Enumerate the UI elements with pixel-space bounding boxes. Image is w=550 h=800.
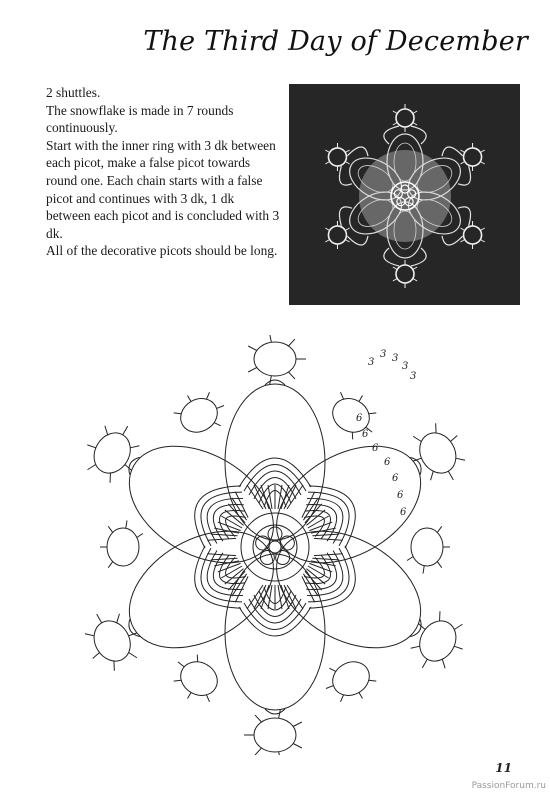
stitch-count-label: 6 [384,457,391,468]
long-picot [454,622,462,632]
long-picot [217,404,224,409]
photo-picot [480,240,484,243]
long-picot [411,643,420,652]
long-picot [248,368,257,373]
petal-outline [256,422,441,587]
side-ring-group [170,382,232,443]
stitch-count-label: 6 [397,490,404,501]
chain-connector [125,619,139,639]
side-ring [175,392,224,439]
long-picot [454,645,463,651]
photo-picot [393,111,397,114]
long-picot [439,659,448,668]
snowflake-arm [65,507,294,697]
petal-stitch [314,542,343,568]
photo-chain [411,248,426,266]
petal-stitch [314,526,343,552]
long-picot [293,744,302,749]
long-picot [407,557,413,561]
stitch-count-label: 3 [392,353,399,364]
long-picot [359,395,363,401]
long-picot [106,473,114,483]
stitch-count-label: 6 [356,413,363,424]
long-picot [248,346,257,351]
photo-chain [439,227,462,249]
long-picot [456,455,465,464]
photo-picot [413,123,417,126]
long-picot [123,426,128,435]
long-picot [188,395,192,401]
long-picot [85,630,94,639]
side-ring-group [100,520,143,567]
long-picot [255,715,261,722]
petal-outline [109,507,294,672]
instructions-text [46,84,282,260]
instruction-line-picots: All of the decorative picots should be long. [46,243,278,259]
photo-picot [345,162,349,165]
outer-ring [413,614,463,667]
long-picot [270,335,272,342]
outer-ring [254,342,296,376]
long-picot [279,709,281,718]
long-picot [102,426,111,435]
long-picot [450,436,459,442]
long-picot [108,526,112,532]
photo-picot [470,244,474,249]
photo-picot [413,267,417,270]
stitch-count-label: 6 [392,473,399,484]
photo-picot [335,221,339,226]
long-picot [194,655,200,662]
petal-stitch [247,485,263,509]
snowflake-arm [256,507,485,697]
petal-stitch [287,585,303,609]
long-picot [288,339,294,346]
stitch-count-label: 6 [362,429,369,440]
petal-arc [180,546,241,623]
long-picot [188,692,192,698]
petal-arc [180,471,241,548]
long-picot [369,410,377,417]
long-picot [349,432,355,439]
stitch-count-label: 6 [372,443,379,454]
photo-picot [325,240,329,243]
photo-center-glow [359,150,451,242]
long-picot [97,614,102,623]
photo-picot [393,279,397,282]
petal-stitch [207,526,236,552]
long-picot [129,650,137,660]
long-picot [448,471,453,480]
long-picot [338,695,346,702]
stitch-count-label: 3 [402,361,409,372]
petal-arc [309,546,370,623]
photo-chain [384,248,399,266]
instruction-line-rounds: The snowflake is made in 7 rounds continuously. [46,102,234,136]
long-picot [137,534,143,538]
photo-picot [345,228,349,231]
photo-picot [470,166,474,171]
petal-stitch [287,485,303,509]
petal-stitch [207,542,236,568]
photo-outer-ring [460,223,485,248]
center-ring-outer [241,513,309,581]
photo-picot [393,123,397,126]
long-picot [437,562,441,568]
long-picot [338,392,346,399]
long-picot [293,722,302,727]
photo-picot [335,143,339,148]
long-picot [114,614,123,623]
outer-ring [413,426,463,479]
photo-chain [411,126,426,144]
long-picot [413,434,421,444]
tatting-diagram [0,335,550,759]
photo-picot [460,228,464,231]
snowflake-arm [256,397,485,587]
long-picot [126,520,127,528]
petal-arc [309,471,370,548]
photo-outer-ring [325,145,350,170]
side-ring-group [407,526,450,573]
long-picot [174,677,182,684]
side-ring [175,655,224,702]
long-picot [427,471,436,480]
photo-picot [325,150,329,153]
long-picot [270,376,272,385]
snowflake-arm [65,397,294,587]
petal-outline [109,422,294,587]
photo-picot [413,279,417,282]
side-ring-group [323,385,385,446]
long-picot [177,662,184,667]
long-picot [87,443,96,449]
photo-picot [413,111,417,114]
snowflake-photo [289,84,520,305]
long-picot [423,566,424,574]
side-ring [107,528,139,566]
long-picot [88,462,96,472]
snowflake-photo-art [289,84,520,305]
chain-connector [410,455,424,475]
long-picot [417,624,426,630]
photo-picot [335,166,339,171]
chain-connector [125,455,139,475]
photo-chain [439,143,462,165]
long-picot [326,685,333,690]
instruction-line-method: Start with the inner ring with 3 dk between each picot, make a false picot towards round one. Each chain starts with a false picot and continues with 3 dk, 1 dk between each picot and is concluded with 3 dk. [46,137,280,241]
long-picot [255,748,261,755]
photo-outer-ring [460,145,485,170]
page-title: The Third Day of December [143,26,528,57]
photo-picot [470,143,474,148]
photo-outer-ring [325,223,350,248]
page-number: 11 [495,761,512,775]
center-ring-inner [269,541,281,553]
long-picot [110,661,118,671]
long-picot [436,611,444,621]
long-picot [279,752,281,755]
stitch-count-label: 3 [410,371,417,382]
long-picot [422,659,427,668]
instruction-line-shuttles: 2 shuttles. [46,85,101,100]
long-picot [174,410,182,417]
long-picot [130,442,139,451]
photo-chain [347,143,370,165]
photo-chain [347,227,370,249]
watermark: PassionForum.ru [471,781,546,791]
photo-picot [480,150,484,153]
long-picot [359,692,363,698]
photo-outer-ring [396,109,414,127]
snowflake-arm [225,335,325,540]
long-picot [432,423,440,433]
long-picot [204,695,212,702]
photo-picot [393,267,397,270]
photo-picot [470,221,474,226]
center-ring-middle [253,525,297,569]
side-ring-group [164,648,226,709]
tatting-diagram-art [0,335,550,755]
long-picot [288,372,294,379]
side-ring-group [318,651,380,712]
long-picot [369,677,377,684]
long-picot [124,465,133,471]
long-picot [204,392,212,399]
outer-ring [87,614,137,667]
chain-connector [410,619,424,639]
stitch-count-label: 6 [400,507,407,518]
petal-outline [256,507,441,672]
center-small-ring [268,527,282,541]
photo-outer-ring [396,265,414,283]
long-picot [92,653,101,659]
long-picot [437,526,441,532]
stitch-count-label: 3 [380,349,387,360]
side-ring [411,528,443,566]
long-picot [108,562,112,568]
photo-picot [335,244,339,249]
photo-picot [460,162,464,165]
side-ring [327,655,376,702]
photo-chain [384,126,399,144]
petal-stitch [247,585,263,609]
stitch-count-label: 3 [368,357,375,368]
outer-ring [254,718,296,752]
outer-ring [87,426,137,479]
